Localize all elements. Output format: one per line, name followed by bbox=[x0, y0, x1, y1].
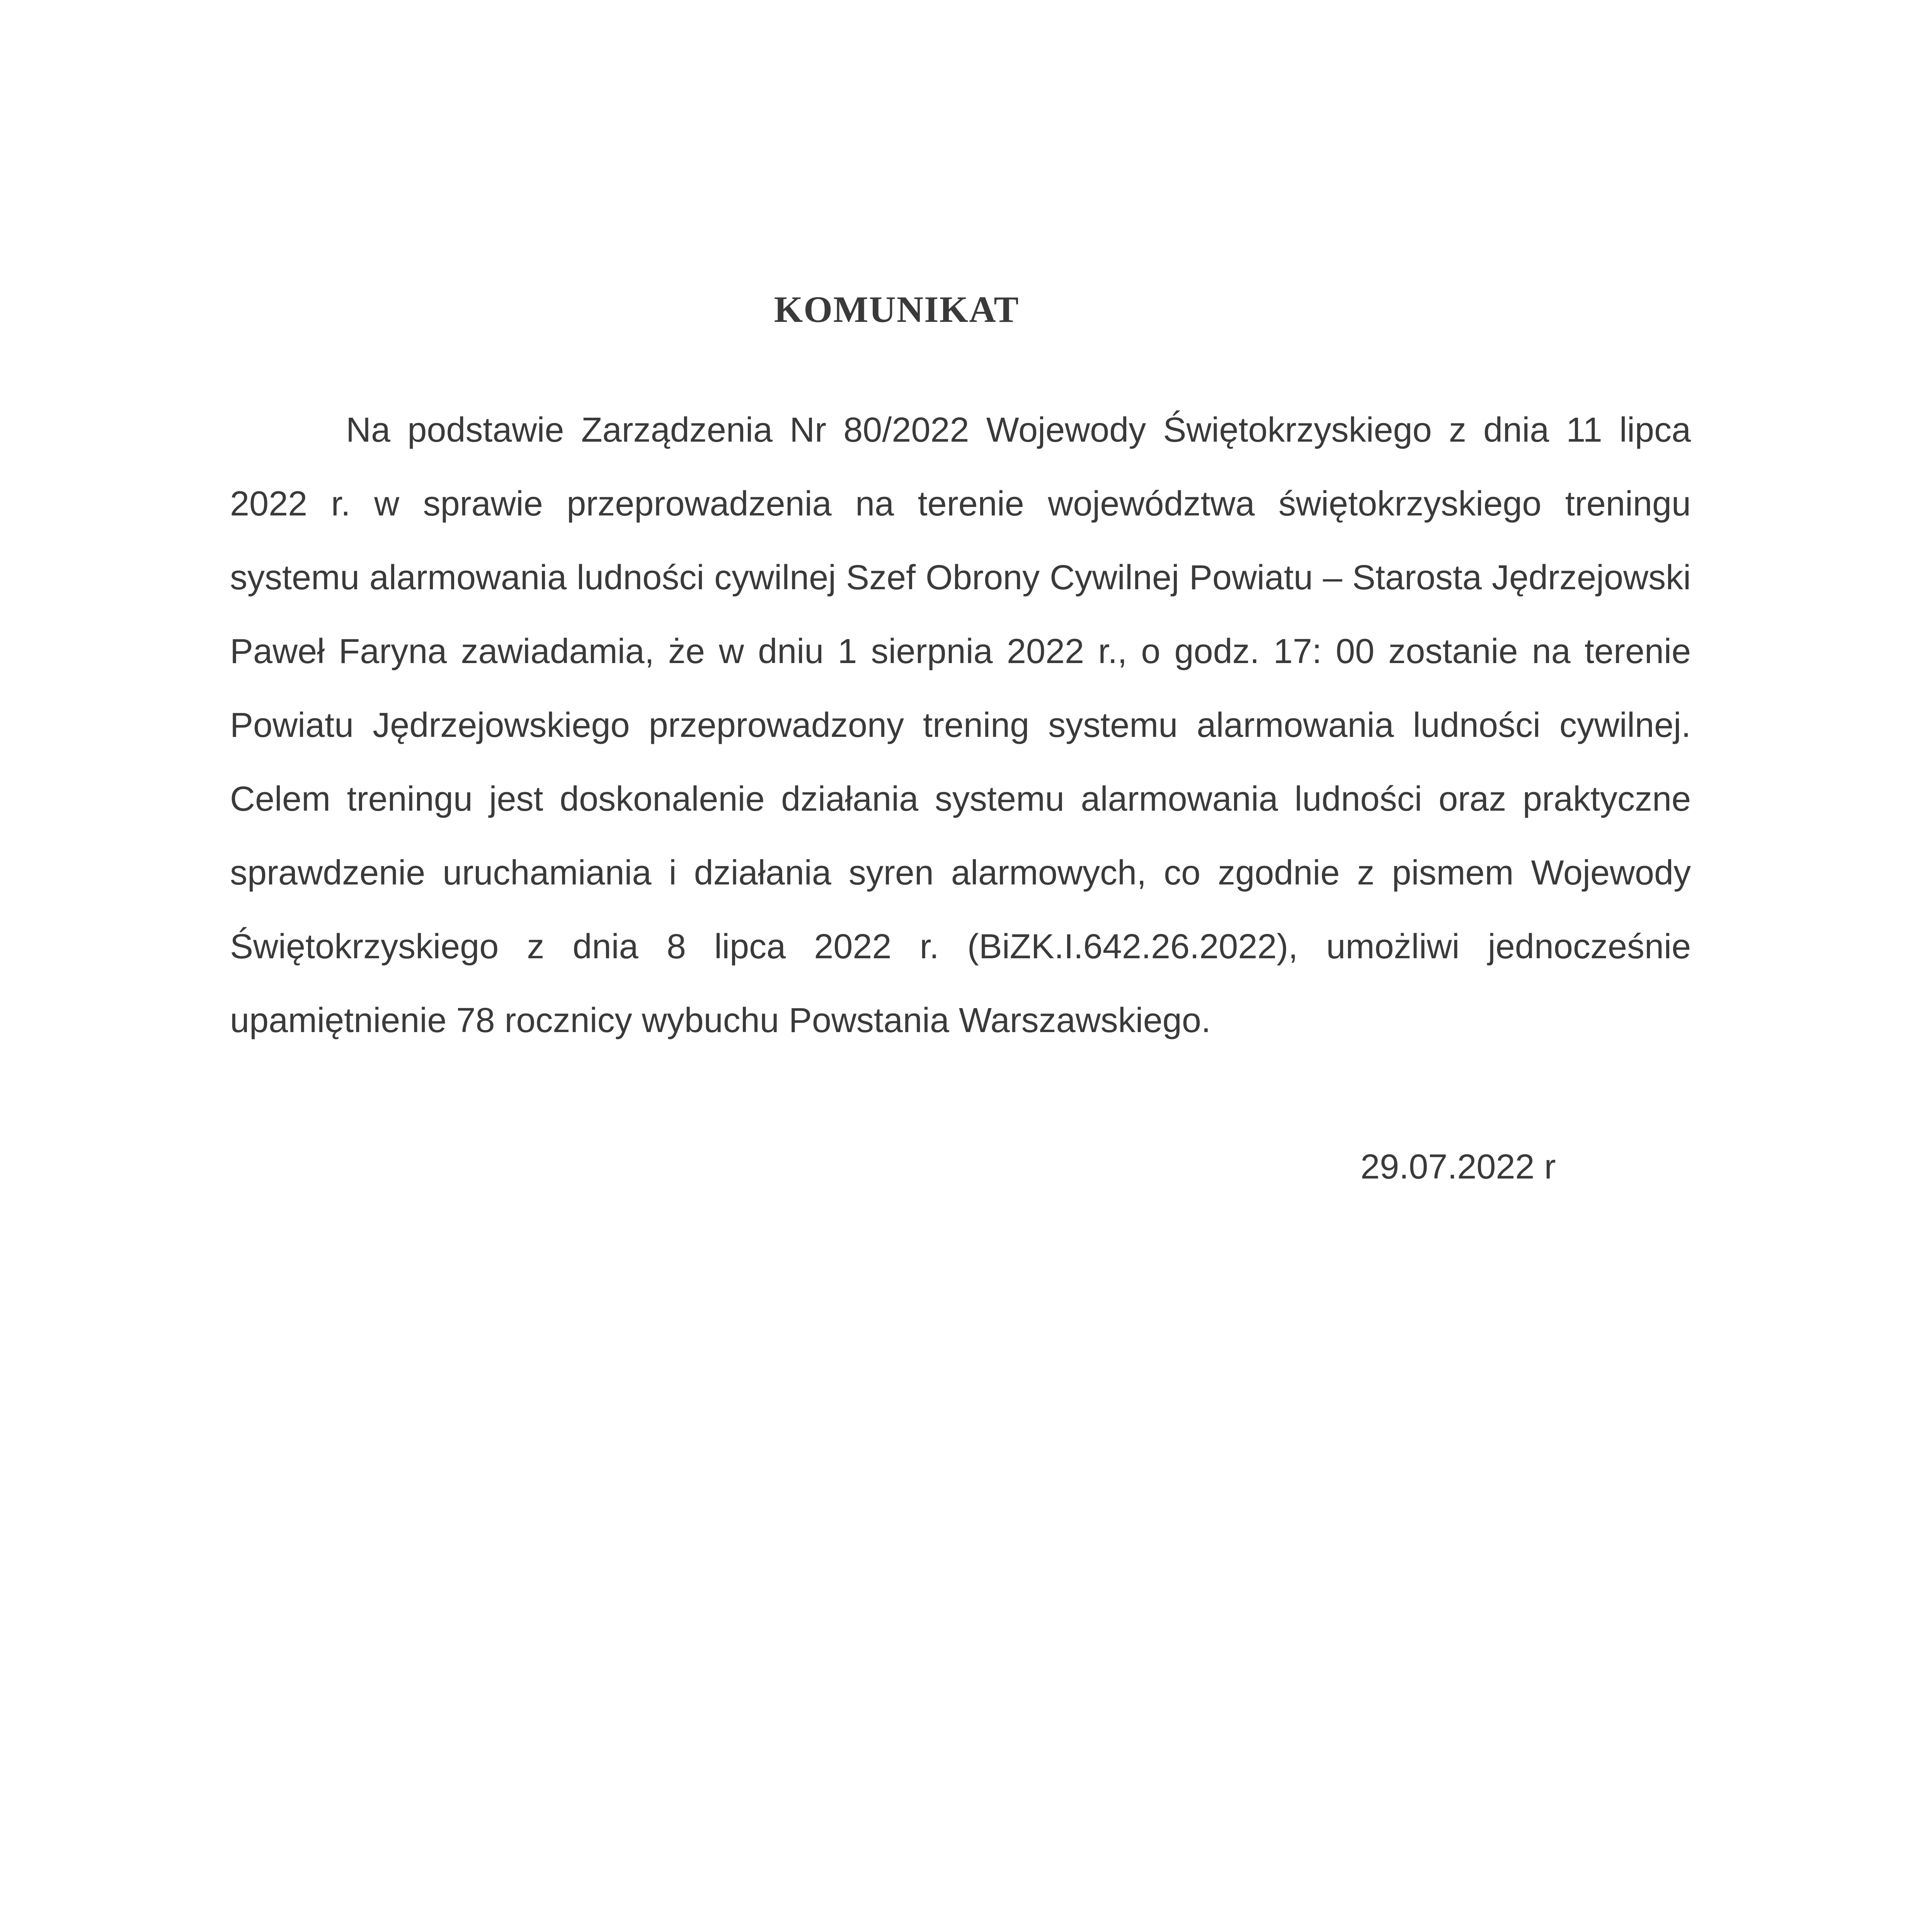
document-date: 29.07.2022 r bbox=[1360, 1148, 1556, 1186]
document-title: KOMUNIKAT bbox=[774, 289, 1020, 330]
document-paragraph: Na podstawie Zarządzenia Nr 80/2022 Wojewody Świętokrzyskiego z dnia 11 lipca 2022 r. w sprawie przeprowadzenia na terenie województwa świętokrzyskiego treningu systemu alarmowania ludności cywilnej Szef Obrony Cywilnej Powiatu – Starosta Jędrzejowski Paweł Faryna zawiadamia, że w dniu 1 sierpnia 2022 r., o godz. 17: 00 zostanie na terenie Powiatu Jędrzejowskiego przeprowadzony trening systemu alarmowania ludności cywilnej. Celem treningu jest doskonalenie działania systemu alarmowania ludności oraz praktyczne sprawdzenie uruchamiania i działania syren alarmowych, co zgodnie z pismem Wojewody Świętokrzyskiego z dnia 8 lipca 2022 r. (BiZK.I.642.26.2022), umożliwi jednocześnie upamiętnienie 78 rocznicy wybuchu Powstania Warszawskiego. bbox=[230, 411, 1691, 1040]
